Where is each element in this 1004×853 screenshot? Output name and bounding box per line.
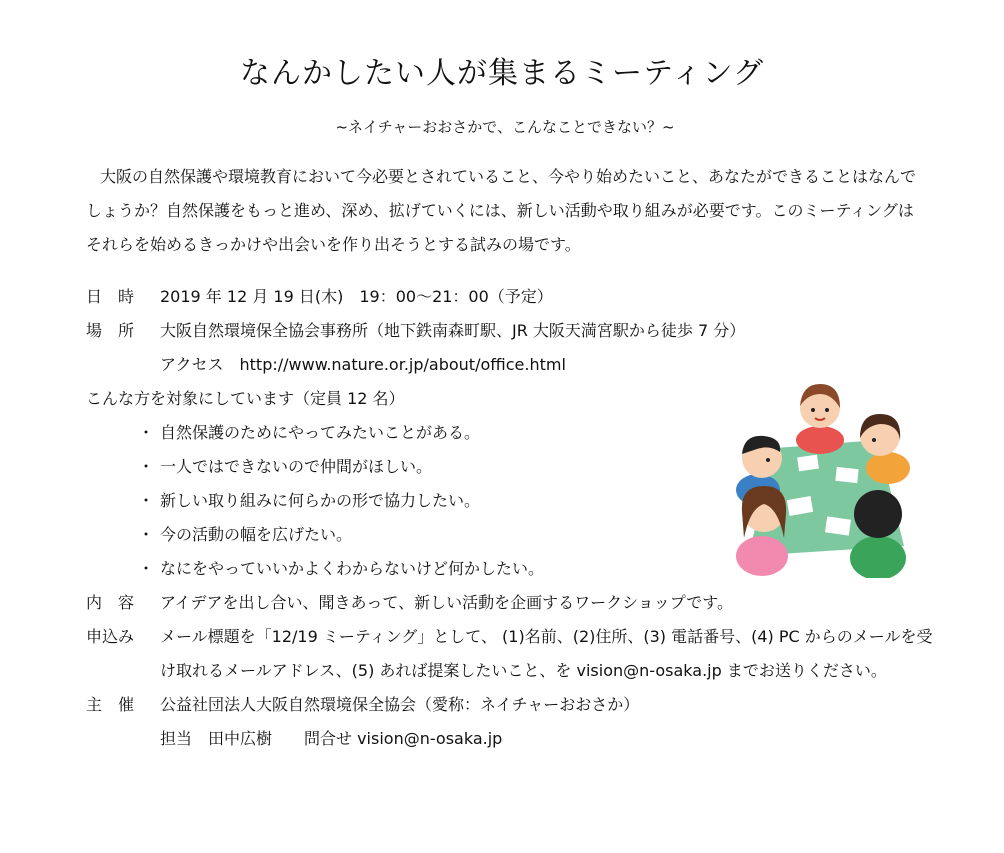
access-link[interactable]: アクセス http://www.nature.or.jp/about/office.html [160, 355, 566, 374]
intro-paragraph: 大阪の自然保護や環境教育において今必要とされていること、今やり始めたいこと、あなたができることはなんでしょうか？自然保護をもっと進め、深め、拡げていくには、新しい活動や取り組みが必要です。このミーティングはそれらを始めるきっかけや出会いを作り出そうとする試みの場です。 [86, 167, 917, 254]
content-label: 内 容 [86, 593, 135, 612]
datetime-value: 2019 年 12 月 19 日(木) 19：00～21：00（予定） [160, 287, 553, 306]
organizer-label: 主 催 [86, 695, 135, 714]
datetime-label: 日 時 [86, 287, 135, 306]
bullet-icon: ・ [138, 423, 155, 442]
place-value: 大阪自然環境保全協会事務所（地下鉄南森町駅、JR 大阪天満宮駅から徒歩 7 分） [160, 321, 746, 340]
meeting-people-illustration [728, 378, 912, 578]
list-item: ・ 一人ではできないので仲間がほしい。 [138, 454, 432, 477]
apply-line-1: メール標題を「12/19 ミーティング」として、 (1)名前、(2)住所、(3) 電話番号、(4) PC からのメールを受 [160, 627, 933, 646]
contact-value: 担当 田中広樹 問合せ vision@n-osaka.jp [160, 729, 503, 748]
target-heading: こんな方を対象にしています（定員 12 名） [86, 389, 405, 408]
bullet-icon: ・ [138, 559, 155, 578]
bullet-icon: ・ [138, 525, 155, 544]
organizer-value: 公益社団法人大阪自然環境保全協会（愛称：ネイチャーおおさか） [160, 695, 640, 714]
bullet-icon: ・ [138, 457, 155, 476]
content-value: アイデアを出し合い、聞きあって、新しい活動を企画するワークショップです。 [160, 593, 733, 612]
page-title: なんかしたい人が集まるミーティング [240, 56, 764, 91]
list-item: ・ 今の活動の幅を広げたい。 [138, 522, 352, 545]
apply-label: 申込み [86, 627, 135, 646]
apply-line-2: け取れるメールアドレス、(5) あれば提案したいこと、を vision@n-osaka.jp までお送りください。 [160, 661, 887, 680]
list-item: ・ 自然保護のためにやってみたいことがある。 [138, 420, 480, 443]
list-item: ・ なにをやっていいかよくわからないけど何かしたい。 [138, 556, 544, 579]
bullet-icon: ・ [138, 491, 155, 510]
list-item: ・ 新しい取り組みに何らかの形で協力したい。 [138, 488, 480, 511]
subtitle: ~ネイチャーおおさかで、こんなことできない？~ [335, 118, 675, 136]
place-label: 場 所 [86, 321, 135, 340]
